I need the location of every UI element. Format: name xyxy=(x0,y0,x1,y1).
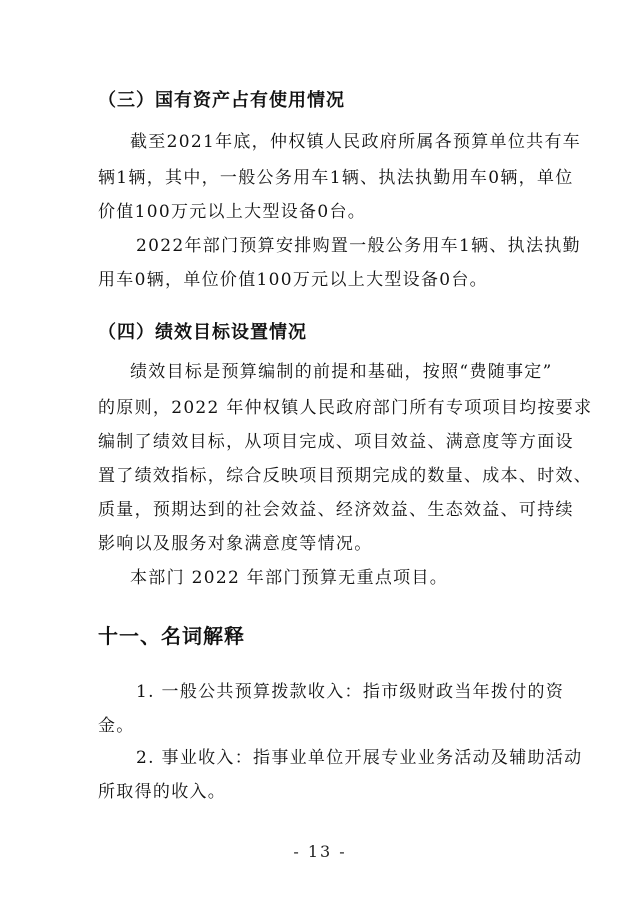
assets-paragraph-line-1: 截至2021年底，仲权镇人民政府所属各预算单位共有车 xyxy=(130,132,582,152)
terms-item-1-line-1: 1. 一般公共预算拨款收入：指市级财政当年拨付的资 xyxy=(136,682,565,702)
performance-paragraph-line-6: 影响以及服务对象满意度等情况。 xyxy=(98,534,373,554)
terms-item-2-line-2: 所取得的收入。 xyxy=(98,782,227,802)
page-number: - 13 - xyxy=(293,842,347,861)
assets-paragraph2-line-1: 2022年部门预算安排购置一般公务用车1辆、执法执勤 xyxy=(136,236,581,256)
performance-paragraph-line-4: 置了绩效指标，综合反映项目预期完成的数量、成本、时效、 xyxy=(98,466,593,486)
performance-paragraph2: 本部门 2022 年部门预算无重点项目。 xyxy=(130,568,449,588)
performance-paragraph-line-5: 质量，预期达到的社会效益、经济效益、生态效益、可持续 xyxy=(98,500,574,520)
terms-item-1-line-2: 金。 xyxy=(98,716,135,736)
terms-item-2-line-1: 2. 事业收入：指事业单位开展专业业务活动及辅助活动 xyxy=(136,748,583,768)
performance-paragraph-line-3: 编制了绩效目标，从项目完成、项目效益、满意度等方面设 xyxy=(98,432,574,452)
assets-heading: （三）国有资产占有使用情况 xyxy=(98,90,345,111)
performance-paragraph-line-1: 绩效目标是预算编制的前提和基础，按照“费随事定” xyxy=(130,362,553,382)
performance-paragraph-line-2: 的原则，2022 年仲权镇人民政府部门所有专项项目均按要求 xyxy=(98,398,593,418)
assets-paragraph2-line-2: 用车0辆，单位价值100万元以上大型设备0台。 xyxy=(98,270,488,290)
terms-heading: 十一、名词解释 xyxy=(98,624,245,648)
assets-paragraph-line-2: 辆1辆，其中，一般公务用车1辆、执法执勤用车0辆，单位 xyxy=(98,168,574,188)
assets-paragraph-line-3: 价值100万元以上大型设备0台。 xyxy=(98,202,367,222)
performance-heading: （四）绩效目标设置情况 xyxy=(98,322,307,343)
